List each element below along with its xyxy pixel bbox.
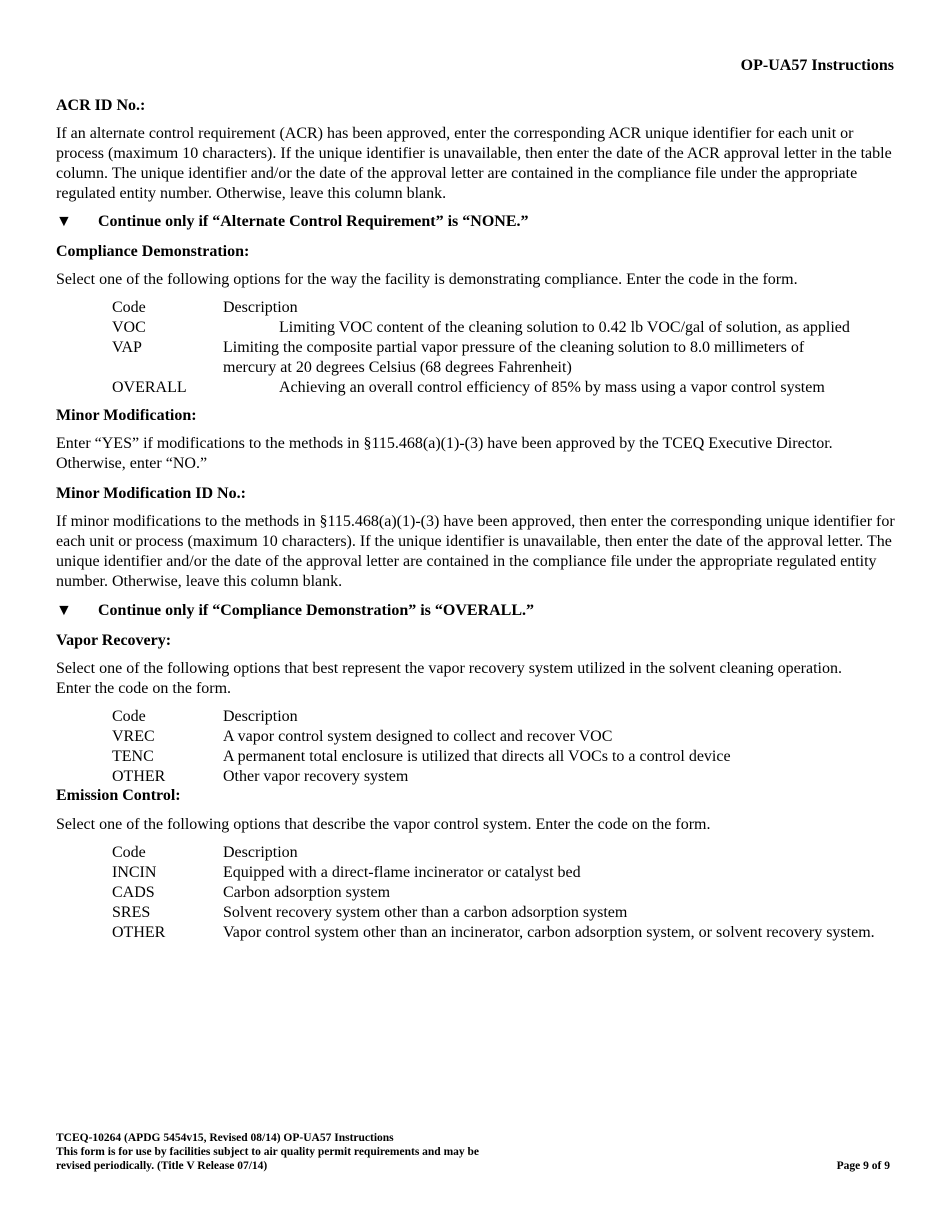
compliance-code-table <box>112 298 896 398</box>
option-code: OTHER <box>112 924 166 941</box>
emission-control-text: Select one of the following options that describe the vapor control system. Enter the code on the form. <box>56 816 711 833</box>
emission-control-code-table <box>112 843 896 943</box>
option-description: Achieving an overall control efficiency of 85% by mass using a vapor control system <box>279 379 825 396</box>
table-row <box>112 863 896 883</box>
option-code: INCIN <box>112 864 157 881</box>
code-column-header: Code <box>112 708 146 725</box>
down-triangle-icon: ▼ <box>56 602 72 619</box>
continue-instruction-1 <box>56 212 898 232</box>
option-code: OVERALL <box>112 379 187 396</box>
table-row <box>112 727 896 747</box>
page-header-title: OP-UA57 Instructions <box>740 57 894 74</box>
option-code: VREC <box>112 728 155 745</box>
page-footer <box>56 1131 890 1173</box>
option-code: OTHER <box>112 768 166 785</box>
down-triangle-icon: ▼ <box>56 213 72 230</box>
description-column-header: Description <box>223 299 298 316</box>
table-row <box>112 378 896 398</box>
table-row <box>112 923 896 943</box>
option-description: A permanent total enclosure is utilized that directs all VOCs to a control device <box>223 748 731 765</box>
code-column-header: Code <box>112 844 146 861</box>
footer-form-id: TCEQ-10264 (APDG 5454v15, Revised 08/14) OP-UA57 Instructions <box>56 1132 394 1144</box>
option-code: TENC <box>112 748 154 765</box>
table-header-row <box>112 298 896 318</box>
table-row <box>112 747 896 767</box>
page-number: Page 9 of 9 <box>836 1160 890 1172</box>
table-row <box>112 767 896 787</box>
acr-heading: ACR ID No.: <box>56 97 146 114</box>
option-description: Vapor control system other than an incinerator, carbon adsorption system, or solvent recovery system. <box>223 924 875 941</box>
table-header-row <box>112 843 896 863</box>
compliance-heading: Compliance Demonstration: <box>56 243 250 260</box>
table-row <box>112 883 896 903</box>
table-header-row <box>112 707 896 727</box>
option-code: VAP <box>112 339 142 356</box>
acr-text: If an alternate control requirement (ACR) has been approved, enter the corresponding ACR unique identifier for each unit or process (maximum 10 characters). If the unique identifier is unavailable, then enter the date of the ACR approval letter in the table column. The unique identifier and/or the date of the approval letter are contained in the compliance file under the appropriate regulated entity number. Otherwise, leave this column blank. <box>56 125 892 202</box>
option-description: Limiting the composite partial vapor pressure of the cleaning solution to 8.0 millimeters of mercury at 20 degrees Celsius (68 degrees Fahrenheit) <box>223 339 805 376</box>
option-description: Equipped with a direct-flame incinerator or catalyst bed <box>223 864 581 881</box>
description-column-header: Description <box>223 844 298 861</box>
table-row <box>112 318 896 338</box>
option-description: A vapor control system designed to collect and recover VOC <box>223 728 613 745</box>
continue-text: Continue only if “Compliance Demonstration” is “OVERALL.” <box>98 602 535 619</box>
option-code: VOC <box>112 319 146 336</box>
minor-modification-text: Enter “YES” if modifications to the methods in §115.468(a)(1)-(3) have been approved by the TCEQ Executive Director. Otherwise, enter “NO.” <box>56 435 833 472</box>
minor-modification-id-heading: Minor Modification ID No.: <box>56 485 246 502</box>
minor-modification-heading: Minor Modification: <box>56 407 197 424</box>
vapor-recovery-text: Select one of the following options that best represent the vapor recovery system utilized in the solvent cleaning operation. Enter the code on the form. <box>56 660 842 697</box>
option-description: Limiting VOC content of the cleaning solution to 0.42 lb VOC/gal of solution, as applied <box>279 319 850 336</box>
table-row <box>112 338 896 378</box>
emission-control-heading: Emission Control: <box>56 787 181 804</box>
option-description: Solvent recovery system other than a carbon adsorption system <box>223 904 628 921</box>
continue-instruction-2 <box>56 601 898 621</box>
option-description: Carbon adsorption system <box>223 884 391 901</box>
description-column-header: Description <box>223 708 298 725</box>
vapor-recovery-heading: Vapor Recovery: <box>56 632 172 649</box>
option-description: Other vapor recovery system <box>223 768 409 785</box>
continue-text: Continue only if “Alternate Control Requirement” is “NONE.” <box>98 213 529 230</box>
footer-note-line-2: revised periodically. (Title V Release 07/14) <box>56 1160 268 1172</box>
footer-note-line-1: This form is for use by facilities subject to air quality permit requirements and may be <box>56 1146 480 1158</box>
code-column-header: Code <box>112 299 146 316</box>
option-code: SRES <box>112 904 151 921</box>
vapor-recovery-code-table <box>112 707 896 787</box>
minor-modification-id-text: If minor modifications to the methods in §115.468(a)(1)-(3) have been approved, then enter the corresponding unique identifier for each unit or process (maximum 10 characters). If the unique identifier is unavailable, then enter the date of the approval letter. The unique identifier and/or the date of the approval letter are contained in the compliance file under the appropriate regulated entity number. Otherwise, leave this column blank. <box>56 513 895 590</box>
compliance-text: Select one of the following options for the way the facility is demonstrating compliance. Enter the code in the form. <box>56 271 798 288</box>
table-row <box>112 903 896 923</box>
option-code: CADS <box>112 884 155 901</box>
